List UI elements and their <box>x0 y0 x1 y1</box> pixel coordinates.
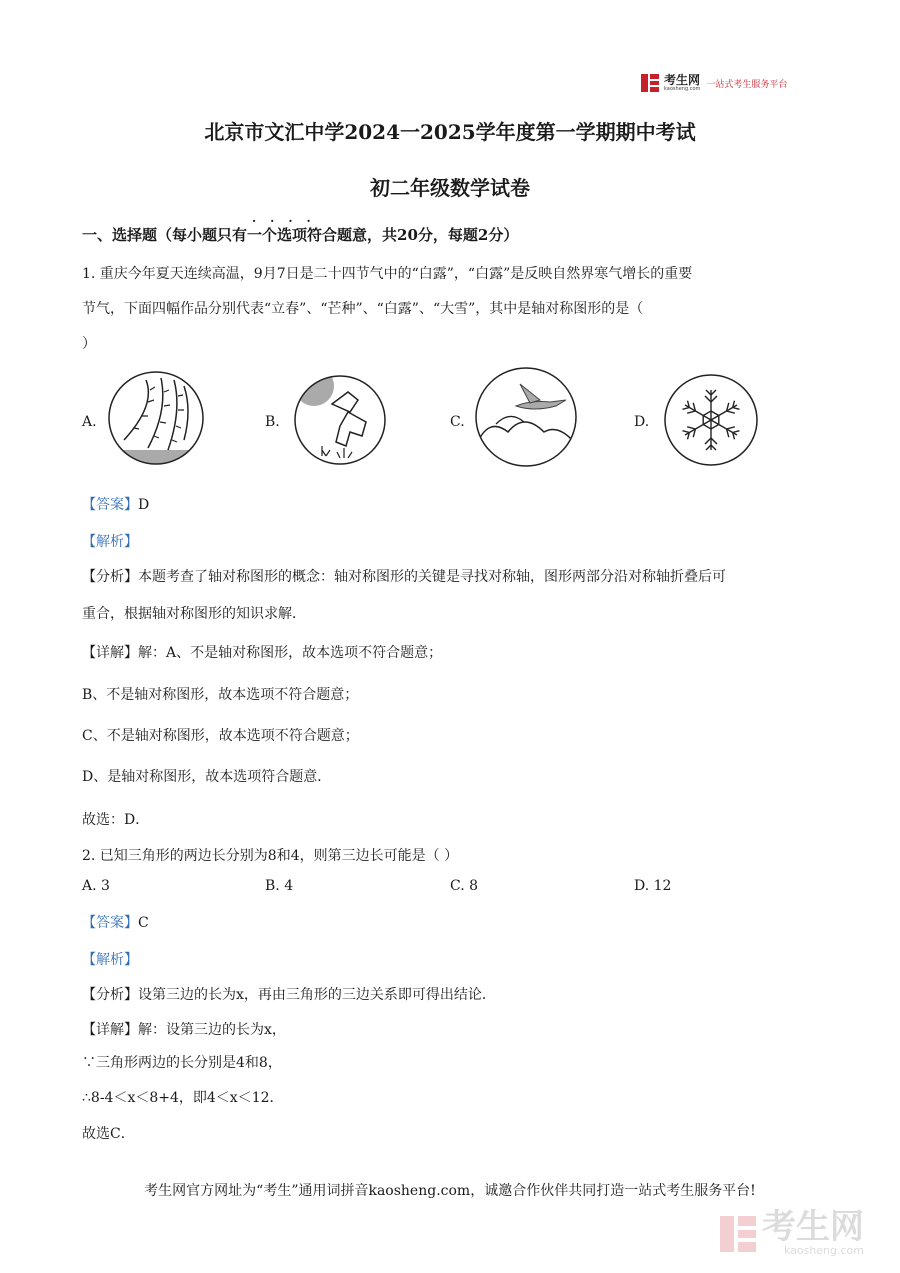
q2-stem: 2. 已知三角形的两边长分别为8和4，则第三边长可能是（ ） <box>82 848 459 864</box>
logo-name: 考生网 <box>664 72 701 87</box>
q1-option-a-label: A. <box>82 414 97 430</box>
q2-answer <box>82 913 822 933</box>
q2-option-b: B. 4 <box>265 878 294 894</box>
logo-domain: kaosheng.com <box>664 85 701 92</box>
q1-analysis-tag: 【解析】 <box>82 534 138 550</box>
q2-detail-line1: 【详解】解：设第三边的长为x， <box>82 1022 286 1038</box>
kaosheng-logo-icon <box>640 73 660 93</box>
q1-conclusion: 故选：D． <box>82 812 150 828</box>
snowflake-icon <box>662 372 760 468</box>
q2-option-c: C. 8 <box>450 878 479 894</box>
q2-conclusion: 故选C． <box>82 1126 135 1142</box>
q1-option-d-label: D. <box>634 414 650 430</box>
q1-detail-line1: 【详解】解：A、不是轴对称图形，故本选项不符合题意； <box>82 645 443 661</box>
q2-detail-line2: ∵三角形两边的长分别是4和8， <box>82 1055 282 1071</box>
footer-note: 考生网官方网址为“考生”通用词拼音kaosheng.com，诚邀合作伙伴共同打造一站式考生服务平台! <box>144 1183 756 1199</box>
exam-subtitle: 初二年级数学试卷 <box>370 176 530 200</box>
q2-analysis: 【分析】设第三边的长为x，再由三角形的三边关系即可得出结论． <box>82 987 496 1003</box>
section-heading: 一、选择题（每小题只有一个选项符合题意，共20分，每题2分） <box>82 226 519 244</box>
grain-icon <box>292 374 388 466</box>
exam-title: 北京市文汇中学2024一2025学年度第一学期期中考试 <box>204 120 696 144</box>
emphasis-dots: ···· <box>252 214 325 228</box>
watermark-name: 考生网 <box>762 1207 864 1247</box>
willow-icon <box>106 370 206 466</box>
q1-option-c-label: C. <box>450 414 465 430</box>
q1-stem-line1: 1. 重庆今年夏天连续高温，9月7日是二十四节气中的“白露”，“白露”是反映自然界寒气增长的重要 <box>82 266 693 282</box>
q1-option-b-label: B. <box>265 414 280 430</box>
goose-icon <box>474 366 578 468</box>
q1-answer-value: D <box>138 497 150 513</box>
q2-analysis-tag: 【解析】 <box>82 952 138 968</box>
q1-analysis-line1: 【分析】本题考查了轴对称图形的概念：轴对称图形的关键是寻找对称轴，图形两部分沿对称轴折叠后可 <box>82 569 726 585</box>
watermark <box>718 1207 864 1257</box>
q1-answer <box>82 495 822 515</box>
q1-detail-line4: D、是轴对称图形，故本选项符合题意． <box>82 769 332 785</box>
q1-detail-line2: B、不是轴对称图形，故本选项不符合题意； <box>82 687 359 703</box>
logo-slogan: 一站式考生服务平台 <box>706 79 788 90</box>
q1-stem-line2: 节气，下面四幅作品分别代表“立春”、“芒种”、“白露”、“大雪”，其中是轴对称图形的是（ <box>82 301 644 317</box>
q1-answer-tag: 【答案】 <box>82 497 138 513</box>
q2-detail-line3: ∴8-4＜x＜8+4，即4＜x＜12． <box>82 1090 284 1106</box>
watermark-domain: kaosheng.com <box>783 1244 864 1257</box>
q2-answer-value: C <box>138 915 149 931</box>
q1-detail-line3: C、不是轴对称图形，故本选项不符合题意； <box>82 728 359 744</box>
q2-option-d: D. 12 <box>634 878 672 894</box>
q2-option-a: A. 3 <box>82 878 110 894</box>
q1-stem-line3: ） <box>82 336 96 352</box>
q2-answer-tag: 【答案】 <box>82 915 138 931</box>
q1-analysis-line2: 重合，根据轴对称图形的知识求解． <box>82 606 306 622</box>
watermark-logo-icon <box>718 1214 758 1254</box>
brand-logo[interactable] <box>640 72 787 94</box>
